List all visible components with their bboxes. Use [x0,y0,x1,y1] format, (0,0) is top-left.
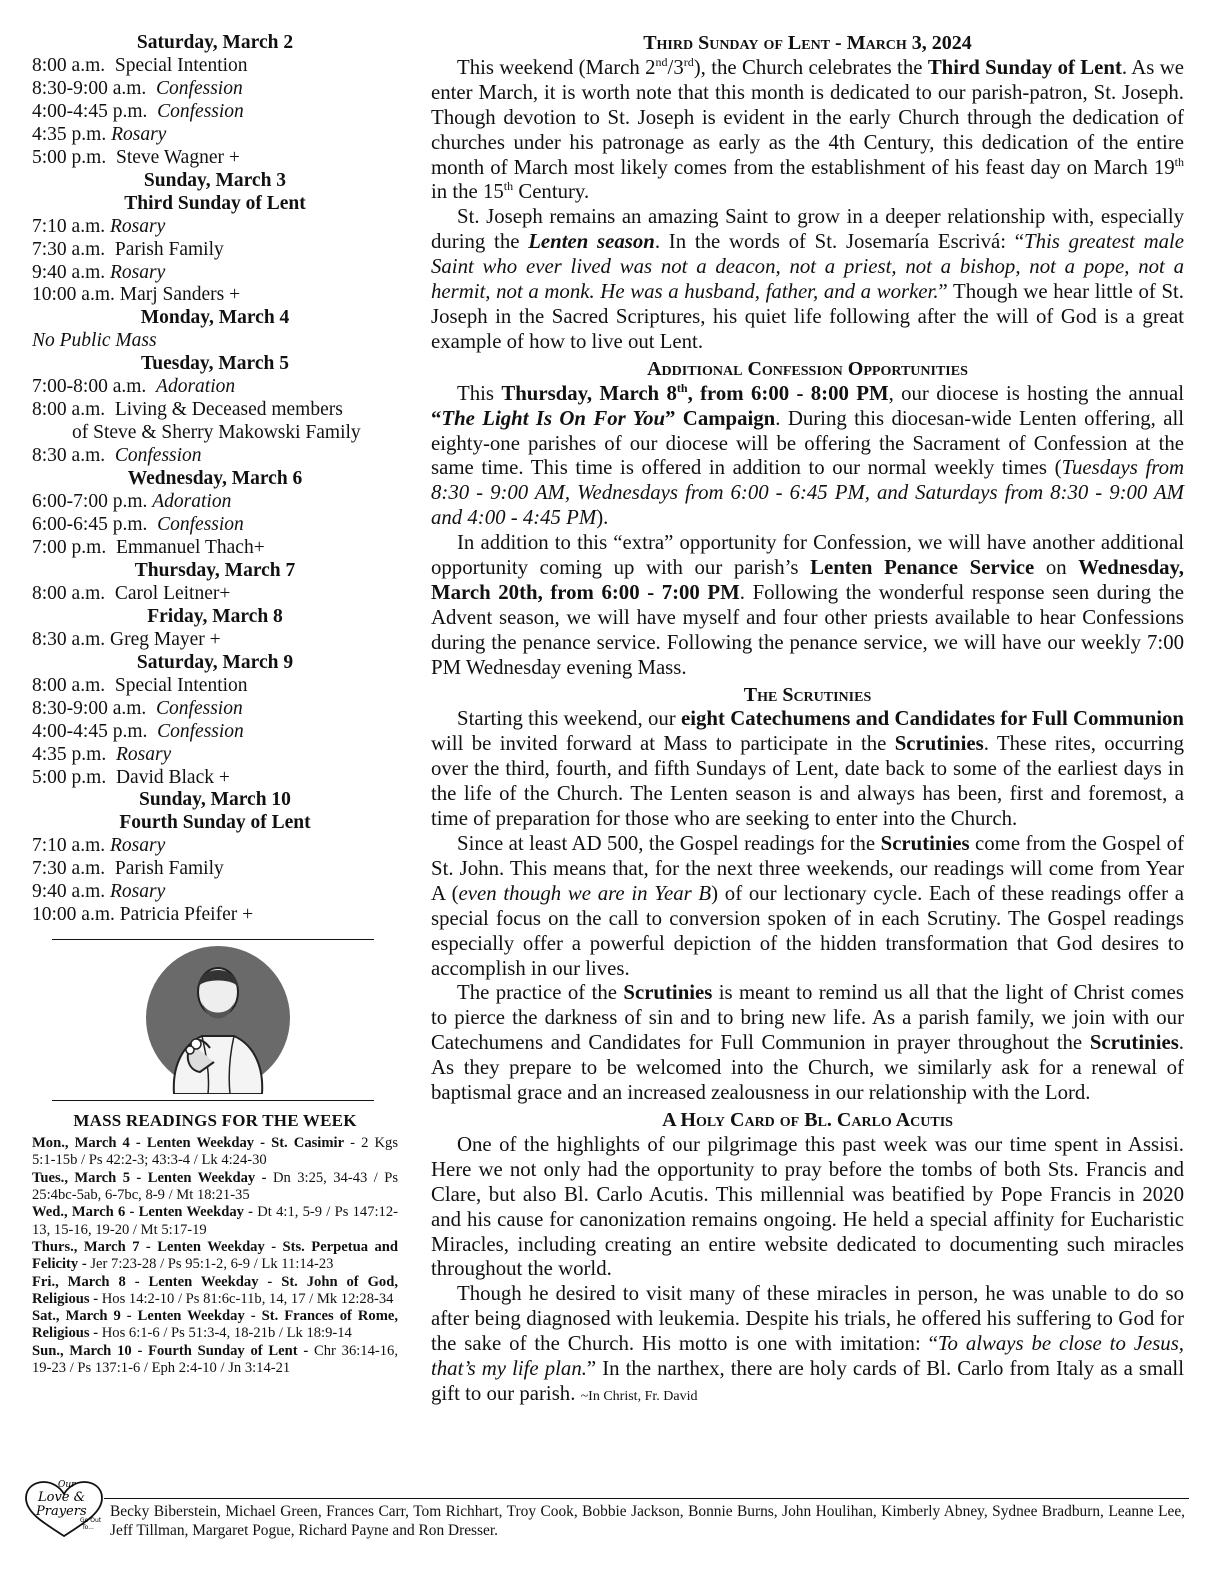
left-column [32,32,398,1377]
schedule-day-heading: Wednesday, March 6 [127,468,303,490]
reading-item [32,1170,398,1205]
schedule-intention: Rosary [110,835,166,857]
schedule-intention: David Black + [115,766,230,788]
schedule-entry [32,216,398,239]
schedule-entry [32,835,398,858]
text-run: . As they prepare to be welcomed into the Church, we similarly ask for a renewal of baptismal grace and an increased zealousness in our relationship with the Lord. [431,1031,1184,1105]
signature: ~In Christ, Fr. David [580,1388,698,1404]
schedule-time: 7:10 a.m. [32,215,110,237]
schedule-time: 5:00 p.m. [32,146,116,168]
text-run: Lenten Penance Service [810,556,1035,580]
text-run: St. Joseph remains an amazing Saint to grow in a deeper relationship with, especially during the [431,205,1184,254]
schedule-day-heading: Third Sunday of Lent [124,192,306,214]
text-run: . Following the wonderful response seen during the Advent season, we will have myself and four other priests available to hear Confessions during the penance service. Following the penance service, we will have our weekly 7:00 PM Wednesday evening Mass. [431,580,1184,679]
text-run: th [676,380,688,395]
reading-day: Wed., March 6 - Lenten Weekday - [32,1204,258,1221]
article-body [431,56,1184,1410]
text-run: To always be close to Jesus, that’s my life plan. [431,1332,1184,1381]
schedule-time: 8:30-9:00 a.m. [32,697,157,719]
schedule-entry [32,262,398,285]
text-run: ” Campaign [665,406,776,430]
schedule-entry [32,399,398,422]
logo-text: Our [58,1480,76,1490]
schedule-time: 8:30-9:00 a.m. [32,77,157,99]
schedule-time: 7:00 p.m. [32,536,116,558]
prayer-list-heart-logo [22,1478,106,1540]
paragraph [431,56,1184,205]
schedule-intention: Emmanuel Thach+ [115,536,265,558]
text-run: , our diocese is hosting the annual [888,381,1184,405]
reading-item [32,1239,398,1274]
text-run: ). [596,506,609,530]
prayer-list-names: Becky Biberstein, Michael Green, Frances Carr, Tom Richhart, Troy Cook, Bobbie Jackson, Bonnie Burns, John Houlihan, Kimberly Abney, Sydnee Bradburn, Leanne Lee, Jeff Tillman, Margaret Pogue, Richard Payne and Ron Dresser. [110,1503,1185,1539]
schedule-intention: Confession [156,77,243,99]
logo-text: Go Out [80,1517,102,1524]
schedule-time: 8:30 a.m. [32,628,110,650]
schedule-entry [32,881,398,904]
schedule-intention: Steve Wagner + [115,146,240,168]
schedule-entry [32,330,398,353]
reading-item [32,1204,398,1239]
schedule-entry [32,904,398,927]
schedule-intention: Rosary [110,215,166,237]
reading-citations: Dt 4:1, 5-9 / Ps 147:12-13, 15-16, 19-20 / Mt 5:17-19 [32,1204,398,1238]
schedule-entry [32,537,398,560]
schedule-time: 9:40 a.m. [32,881,110,903]
text-run: is meant to remind us all that the light of Christ comes to pierce the darkness of sin and to bring new life. As a parish family, we join with our Catechumens and Candidates for Full Communion in prayer throughout the [431,981,1184,1055]
schedule-time: 7:30 a.m. [32,238,115,260]
schedule-intention: Greg Mayer + [110,628,221,650]
schedule-entry [32,858,398,881]
schedule-intention: Patricia Pfeifer + [119,904,254,926]
schedule-time: 10:00 a.m. [32,904,120,926]
schedule-intention: Confession [157,514,244,536]
schedule-intention: Adoration [156,376,236,398]
schedule-intention: Rosary [110,881,166,903]
text-run: Scrutinies [880,832,970,855]
section-heading: A Holy Card of Bl. Carlo Acutis [662,1108,953,1131]
schedule-entry [32,767,398,790]
reading-day: Tues., March 5 - Lenten Weekday - [32,1169,273,1186]
text-run: , from 6:00 - 8:00 PM [687,381,889,405]
text-run: Third Sunday of Lent [927,55,1122,79]
reading-citations: Hos 6:1-6 / Ps 51:3-4, 18-21b / Lk 18:9-14 [101,1325,352,1342]
schedule-time: 4:00-4:45 p.m. [32,100,158,122]
schedule-entry [32,514,398,537]
schedule-intention: Marj Sanders + [119,284,241,306]
schedule-entry [32,101,398,124]
reading-citations: - 2 Kgs 5:1-15b / Ps 42:2-3; 43:3-4 / Lk 4:24-30 [32,1135,398,1169]
section-heading: Additional Confession Opportunities [647,357,968,380]
text-run: Lenten season [528,230,655,254]
schedule-entry [32,284,398,307]
reading-citations: Hos 14:2-10 / Ps 81:6c-11b, 14, 17 / Mk 12:28-34 [101,1290,394,1307]
schedule-intention: Living & Deceased members [114,399,343,421]
schedule-day-heading: Thursday, March 7 [134,559,296,581]
text-run: This weekend (March 2 [457,55,656,79]
schedule-intention: Parish Family [114,238,224,260]
text-run: even though we are in Year B [458,881,712,905]
divider [52,1100,374,1101]
reading-citations: Jer 7:23-28 / Ps 95:1-2, 6-9 / Lk 11:14-23 [90,1256,334,1273]
text-run: The practice of the [457,981,624,1005]
section-heading: The Scrutinies [743,683,872,706]
schedule-entry [32,422,398,445]
schedule-intention: Confession [156,697,243,719]
schedule-intention: Rosary [115,743,172,765]
schedule-intention: Adoration [152,491,232,513]
text-run: in the 15 [431,180,504,204]
schedule-time: 4:35 p.m. [32,123,112,145]
mass-schedule [32,32,398,927]
logo-text: Prayers [36,1504,87,1519]
schedule-time: 8:00 a.m. [32,399,115,421]
text-run: /3 [667,55,684,79]
schedule-entry [32,629,398,652]
reading-day: Fri., March 8 - Lenten Weekday - St. John of God, Religious - [32,1273,398,1307]
text-run: th [503,179,514,194]
schedule-time: 6:00-6:45 p.m. [32,514,158,536]
schedule-day-heading: Tuesday, March 5 [141,353,289,375]
reading-citations: Chr 36:14-16, 19-23 / Ps 137:1-6 / Eph 2:4-10 / Jn 3:14-21 [32,1342,398,1377]
divider [52,939,374,940]
paragraph [431,707,1184,832]
schedule-time: 4:35 p.m. [32,743,116,765]
schedule-entry [32,698,398,721]
schedule-entry [32,78,398,101]
schedule-intention: Special Intention [114,54,248,76]
schedule-entry [32,744,398,767]
text-run: on [1034,556,1079,580]
reading-day: Sat., March 9 - Lenten Weekday - St. Frances of Rome, Religious - [32,1308,398,1342]
schedule-entry [32,583,398,606]
schedule-time: 8:30 a.m. [32,445,115,467]
schedule-entry [32,445,398,468]
reading-item [32,1308,398,1343]
schedule-intention: Special Intention [114,674,248,696]
text-run: th [1174,154,1184,169]
text-run: Scrutinies [894,732,984,756]
text-run: ) of our lectionary cycle. Each of these readings offer a special focus on the call to conversion spoken of in each Scrutiny. The Gospel readings especially offer a powerful depiction of the hidden transformation that God desires to accomplish in our lives. [431,881,1185,980]
schedule-day-heading: Saturday, March 2 [136,32,294,53]
schedule-day-heading: Saturday, March 9 [136,651,294,673]
schedule-day-heading: Friday, March 8 [147,605,283,627]
schedule-time: 4:00-4:45 p.m. [32,720,158,742]
schedule-time: 5:00 p.m. [32,766,116,788]
schedule-time: 9:40 a.m. [32,261,110,283]
text-run: ), the Church celebrates the [693,55,928,79]
schedule-intention: of Steve & Sherry Makowski Family [72,422,361,444]
right-column [431,29,1184,1410]
text-run: The Light Is On For You [441,406,666,430]
text-run: nd [655,54,668,69]
schedule-day-heading: Monday, March 4 [140,307,290,329]
schedule-intention: Confession [157,100,244,122]
schedule-time: 7:00-8:00 a.m. [32,376,157,398]
text-run: . During this diocesan-wide Lenten offering, all eighty-one parishes of our diocese will be offering the Sacrament of Confession at the same time. This time is offered in addition to our normal weekly times ( [431,406,1185,480]
divider [104,1498,1189,1499]
schedule-time: 7:10 a.m. [32,835,110,857]
paragraph [431,382,1184,531]
schedule-time: 8:00 a.m. [32,54,115,76]
text-run: . These rites, occurring over the third, fourth, and fifth Sundays of Lent, date back to some of the earliest days in the life of the Church. The Lenten season is and always has been, first and foremost, a time of preparation for those who are seeking to enter into the Church. [431,732,1184,831]
text-run: Scrutinies [623,981,713,1005]
st-joseph-image [144,944,292,1094]
text-run: . As we enter March, it is worth note that this month is dedicated to our parish-patron, St. Joseph. Though devotion to St. Joseph is evident in the early Church through the dedication of churches under his patronage as early as the 4th Century, this dedication of the entire month of March most likely comes from the establishment of his feast day on March 19 [431,55,1184,179]
paragraph [431,531,1184,680]
mass-readings-heading: MASS READINGS FOR THE WEEK [73,1111,357,1131]
schedule-intention: Carol Leitner+ [114,582,231,604]
schedule-time: 6:00-7:00 p.m. [32,491,153,513]
reading-day: Sun., March 10 - Fourth Sunday of Lent - [32,1342,314,1359]
text-run: ” Though we hear little of St. Joseph in the Sacred Scriptures, his quiet life following after the will of God is a great example of how to live out Lent. [431,280,1184,353]
text-run: Scrutinies [1089,1031,1179,1055]
reading-day: Mon., March 4 - Lenten Weekday - St. Casimir [32,1135,345,1152]
reading-citations: Dn 3:25, 34-43 / Ps 25:4bc-5ab, 6-7bc, 8-9 / Mt 18:21-35 [32,1169,398,1204]
text-run: This greatest male Saint who ever lived was not a deacon, not a priest, not a bishop, not a pope, not a hermit, not a monk. He was a husband, father, and a worker. [431,230,1184,304]
schedule-entry [32,721,398,744]
text-run: One of the highlights of our pilgrimage this past week was our time spent in Assisi. Here we not only had the opportunity to pray before the tombs of both Sts. Francis and Clare, but also Bl. Carlo Acutis. This millennial was beatified by Pope Francis in 2020 and his cause for canonization remains ongoing. He held a special affinity for Eucharistic Miracles, including creating an entire website dedicated to documenting such miracles throughout the world. [431,1132,1184,1281]
text-run: Starting this weekend, our [457,707,682,731]
text-run: Wednesday, March 20th, from 6:00 - 7:00 PM [431,556,1184,604]
schedule-time: 8:00 a.m. [32,674,115,696]
text-run: will be invited forward at Mass to participate in the [431,732,895,756]
schedule-day-heading: Fourth Sunday of Lent [119,812,311,834]
paragraph [431,1133,1184,1282]
schedule-entry [32,675,398,698]
schedule-time: 8:00 a.m. [32,582,115,604]
schedule-day-heading: Sunday, March 3 [143,169,287,191]
text-run: Though he desired to visit many of these miracles in person, he was unable to do so after being diagnosed with leukemia. Despite his trials, he offered his suffering to God for the sake of the Church. His motto is one with imitation: “ [431,1282,1184,1356]
paragraph [431,981,1184,1106]
reading-item [32,1343,398,1378]
schedule-intention: Confession [114,445,202,467]
schedule-intention: Confession [157,720,244,742]
reading-item [32,1274,398,1309]
schedule-entry [32,147,398,170]
paragraph [431,832,1184,981]
text-run: Tuesdays from 8:30 - 9:00 AM, Wednesdays from 6:00 - 6:45 PM, and Saturdays from 8:30 - 9:00 AM and 4:00 - 4:45 PM [431,456,1184,530]
text-run: eight Catechumens and Candidates for Full Communion [681,707,1185,731]
reading-item [32,1135,398,1170]
schedule-intention: Rosary [111,123,167,145]
reading-day: Thurs., March 7 - Lenten Weekday - Sts. Perpetua and Felicity - [32,1238,398,1273]
schedule-entry [32,55,398,78]
text-run: . In the words of St. Josemaría Escrivá: “ [654,230,1024,254]
article-title: Third Sunday of Lent - March 3, 2024 [643,32,972,54]
text-run: Since at least AD 500, the Gospel readings for the [457,832,881,855]
paragraph-text [431,1282,1184,1405]
schedule-entry [32,491,398,514]
schedule-intention: Parish Family [114,858,224,880]
text-run: This [457,381,502,405]
text-run: Thursday, March 8 [501,381,677,405]
text-run: In addition to this “extra” opportunity for Confession, we will have another additional opportunity coming up with our parish’s [431,531,1184,580]
schedule-entry [32,376,398,399]
text-run: rd [683,54,694,69]
schedule-entry [32,124,398,147]
schedule-day-heading: Sunday, March 10 [139,789,291,811]
text-run: come from the Gospel of St. John. This means that, for the next three weekends, our readings will come from Year A ( [431,832,1184,905]
text-run: ” In the narthex, there are holy cards of Bl. Carlo from Italy as a small gift to our parish. [431,1357,1184,1405]
mass-readings-list [32,1135,398,1377]
schedule-time: 7:30 a.m. [32,858,115,880]
logo-text: Love & [38,1490,86,1505]
schedule-intention: No Public Mass [32,330,157,352]
schedule-time: 10:00 a.m. [32,284,120,306]
text-run: Century. [513,180,590,204]
logo-text: To... [82,1524,94,1531]
paragraph [431,205,1184,354]
text-run: “ [431,406,442,430]
schedule-entry [32,239,398,262]
paragraph [431,1282,1184,1410]
schedule-intention: Rosary [110,261,166,283]
